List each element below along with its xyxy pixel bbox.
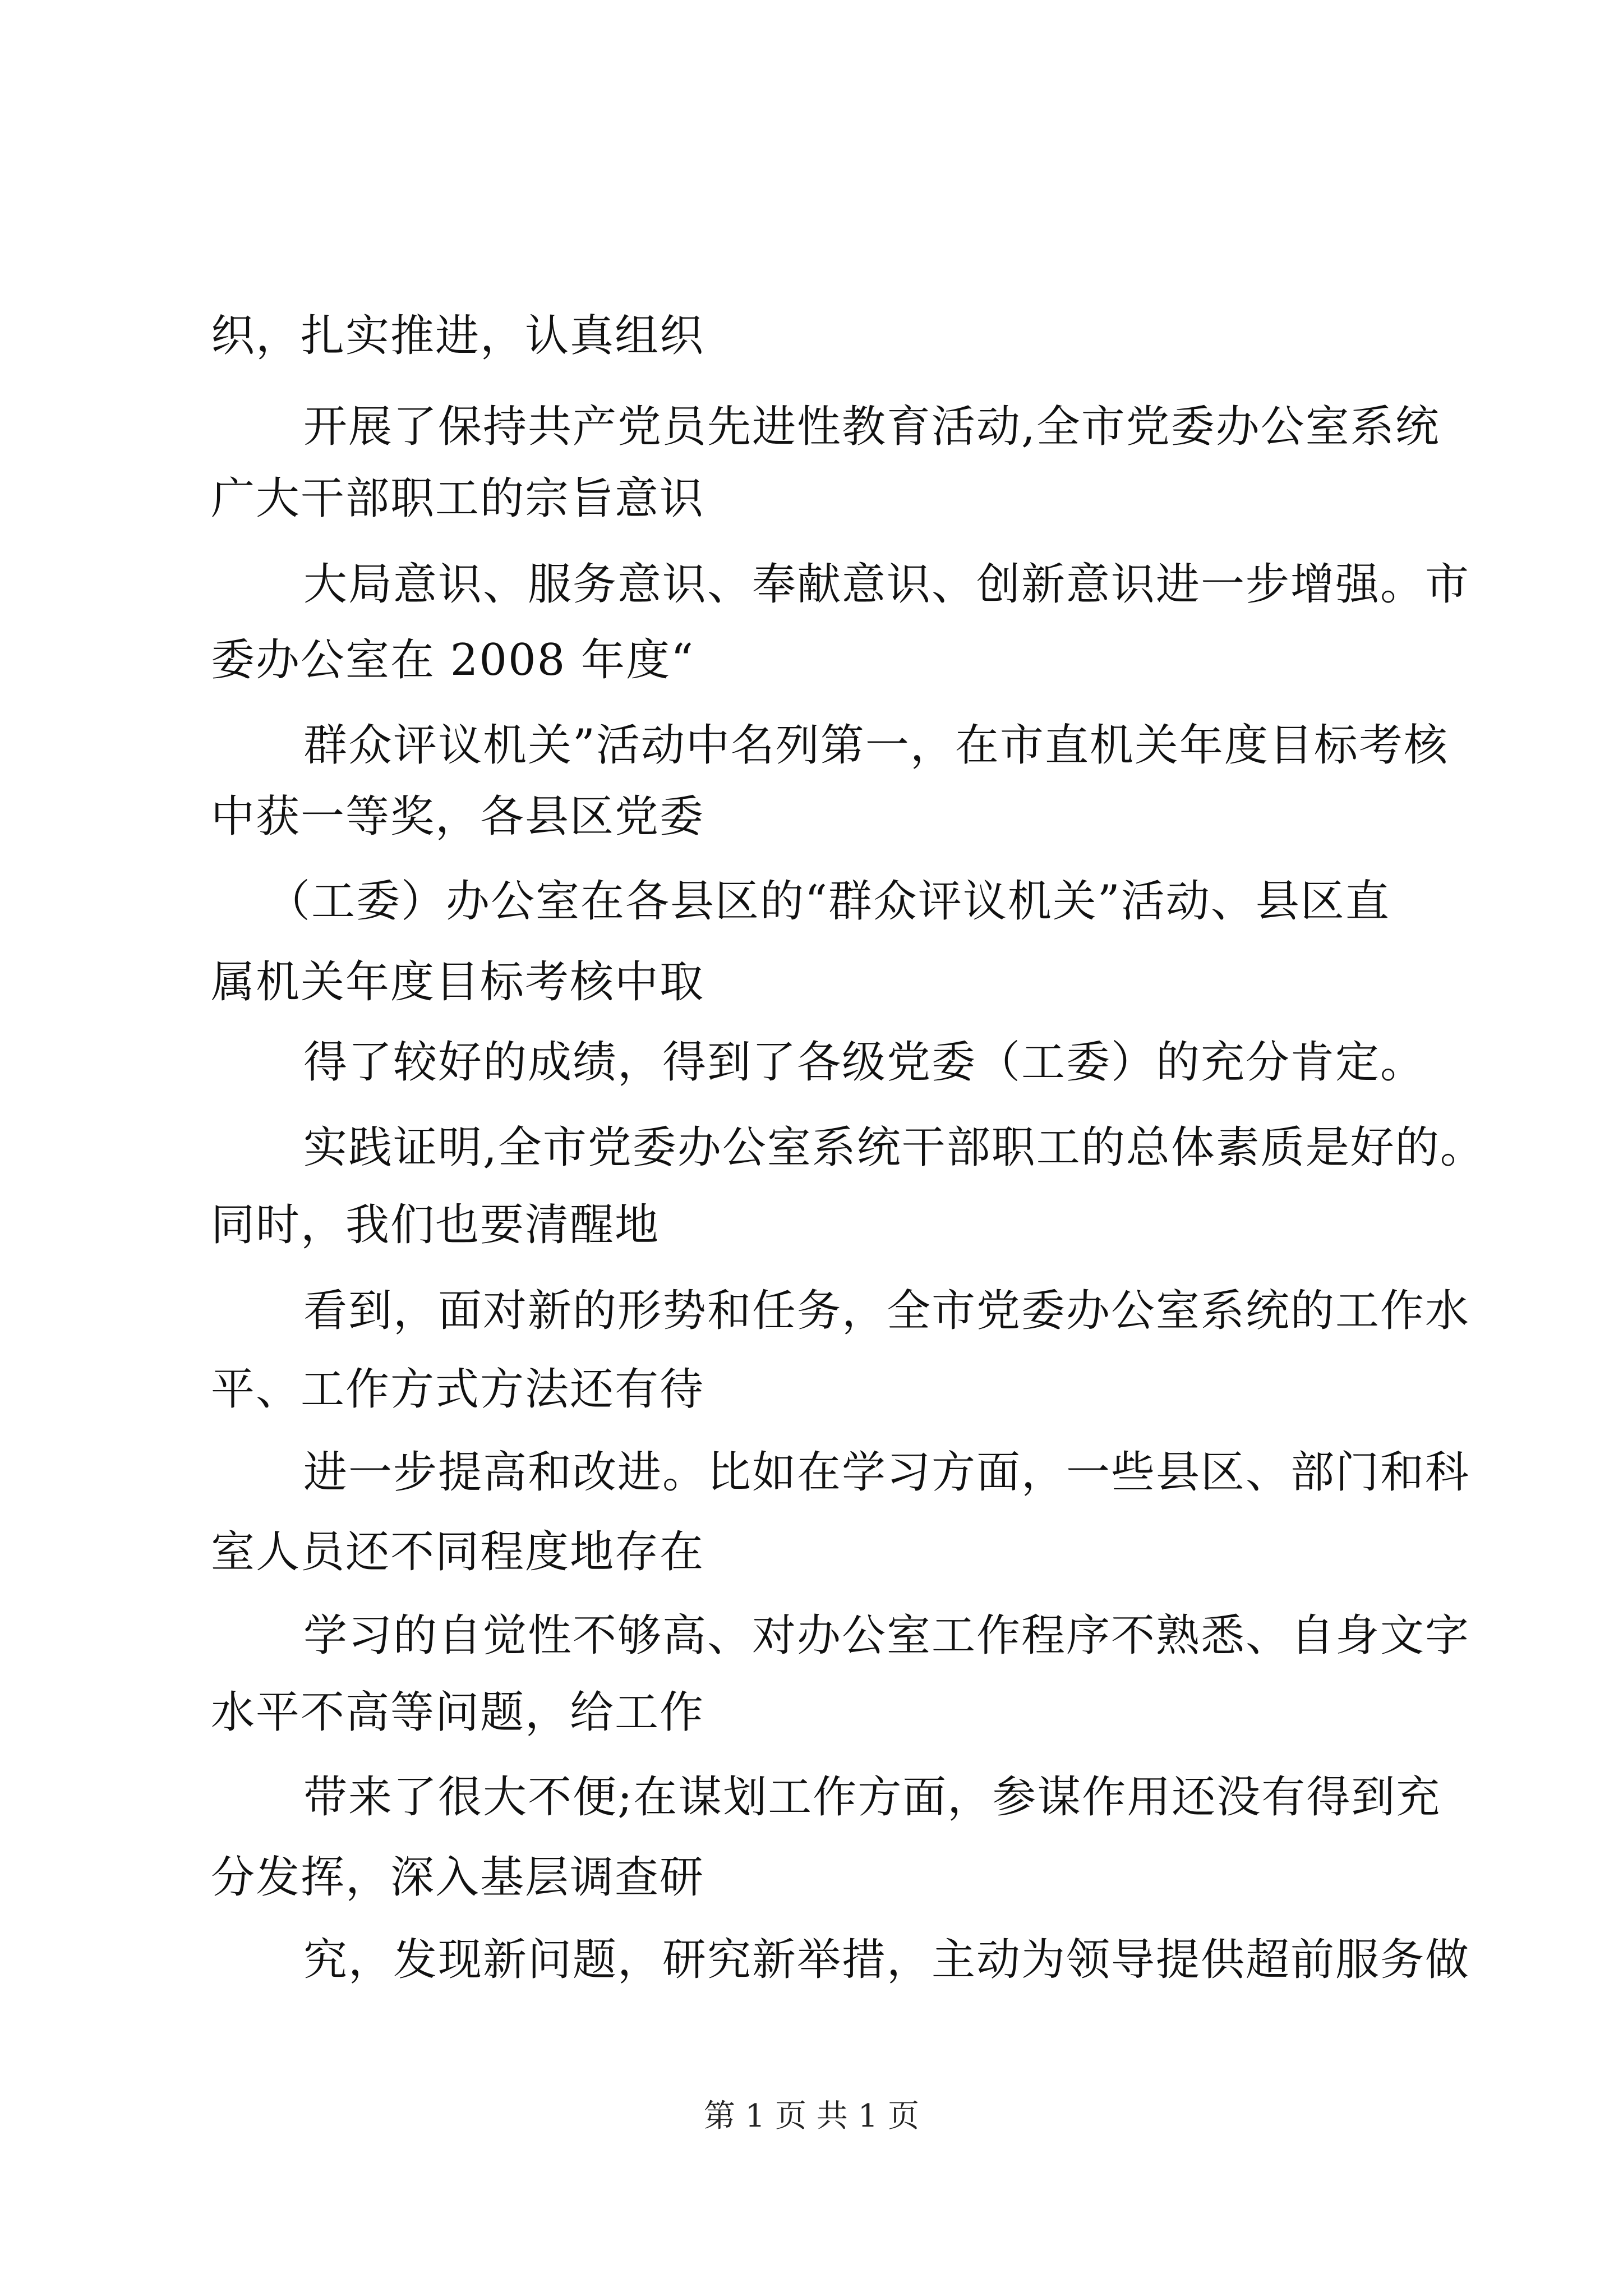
text-line-20: 分发挥，深入基层调查研 — [211, 1852, 705, 1903]
page-footer: 第 1 页 共 1 页 — [703, 2098, 920, 2134]
text-line-6: 群众评议机关”活动中名列第一，在市直机关年度目标考核 — [303, 720, 1449, 771]
text-line-18: 水平不高等问题，给工作 — [211, 1687, 705, 1738]
text-line-13: 看到，面对新的形势和任务，全市党委办公室系统的工作水 — [303, 1286, 1470, 1336]
text-line-19: 带来了很大不便;在谋划工作方面，参谋作用还没有得到充 — [303, 1772, 1441, 1823]
text-line-10: 得了较好的成绩，得到了各级党委（工委）的充分肯定。 — [303, 1037, 1426, 1088]
text-line-15: 进一步提高和改进。比如在学习方面，一些县区、部门和科 — [303, 1447, 1470, 1498]
text-line-2: 开展了保持共产党员先进性教育活动,全市党委办公室系统 — [303, 402, 1440, 452]
text-line-1: 织，扎实推进，认真组织 — [211, 311, 705, 361]
text-line-21: 究，发现新问题，研究新举措，主动为领导提供超前服务做 — [303, 1935, 1470, 1985]
text-line-7: 中获一等奖，各县区党委 — [211, 792, 705, 842]
text-line-11: 实践证明,全市党委办公室系统干部职工的总体素质是好的。 — [303, 1122, 1485, 1173]
text-line-16: 室人员还不同程度地存在 — [211, 1527, 705, 1577]
text-line-14: 平、工作方式方法还有待 — [211, 1364, 705, 1415]
text-line-9: 属机关年度目标考核中取 — [211, 957, 705, 1007]
text-line-3: 广大干部职工的宗旨意识 — [211, 473, 705, 524]
text-line-12: 同时，我们也要清醒地 — [211, 1200, 660, 1250]
text-line-4: 大局意识、服务意识、奉献意识、创新意识进一步增强。市 — [303, 559, 1470, 610]
text-line-5: 委办公室在 2008 年度“ — [211, 635, 694, 685]
text-line-8: （工委）办公室在各县区的“群众评议机关”活动、县区直 — [266, 876, 1390, 927]
text-line-17: 学习的自觉性不够高、对办公室工作程序不熟悉、自身文字 — [303, 1611, 1470, 1661]
